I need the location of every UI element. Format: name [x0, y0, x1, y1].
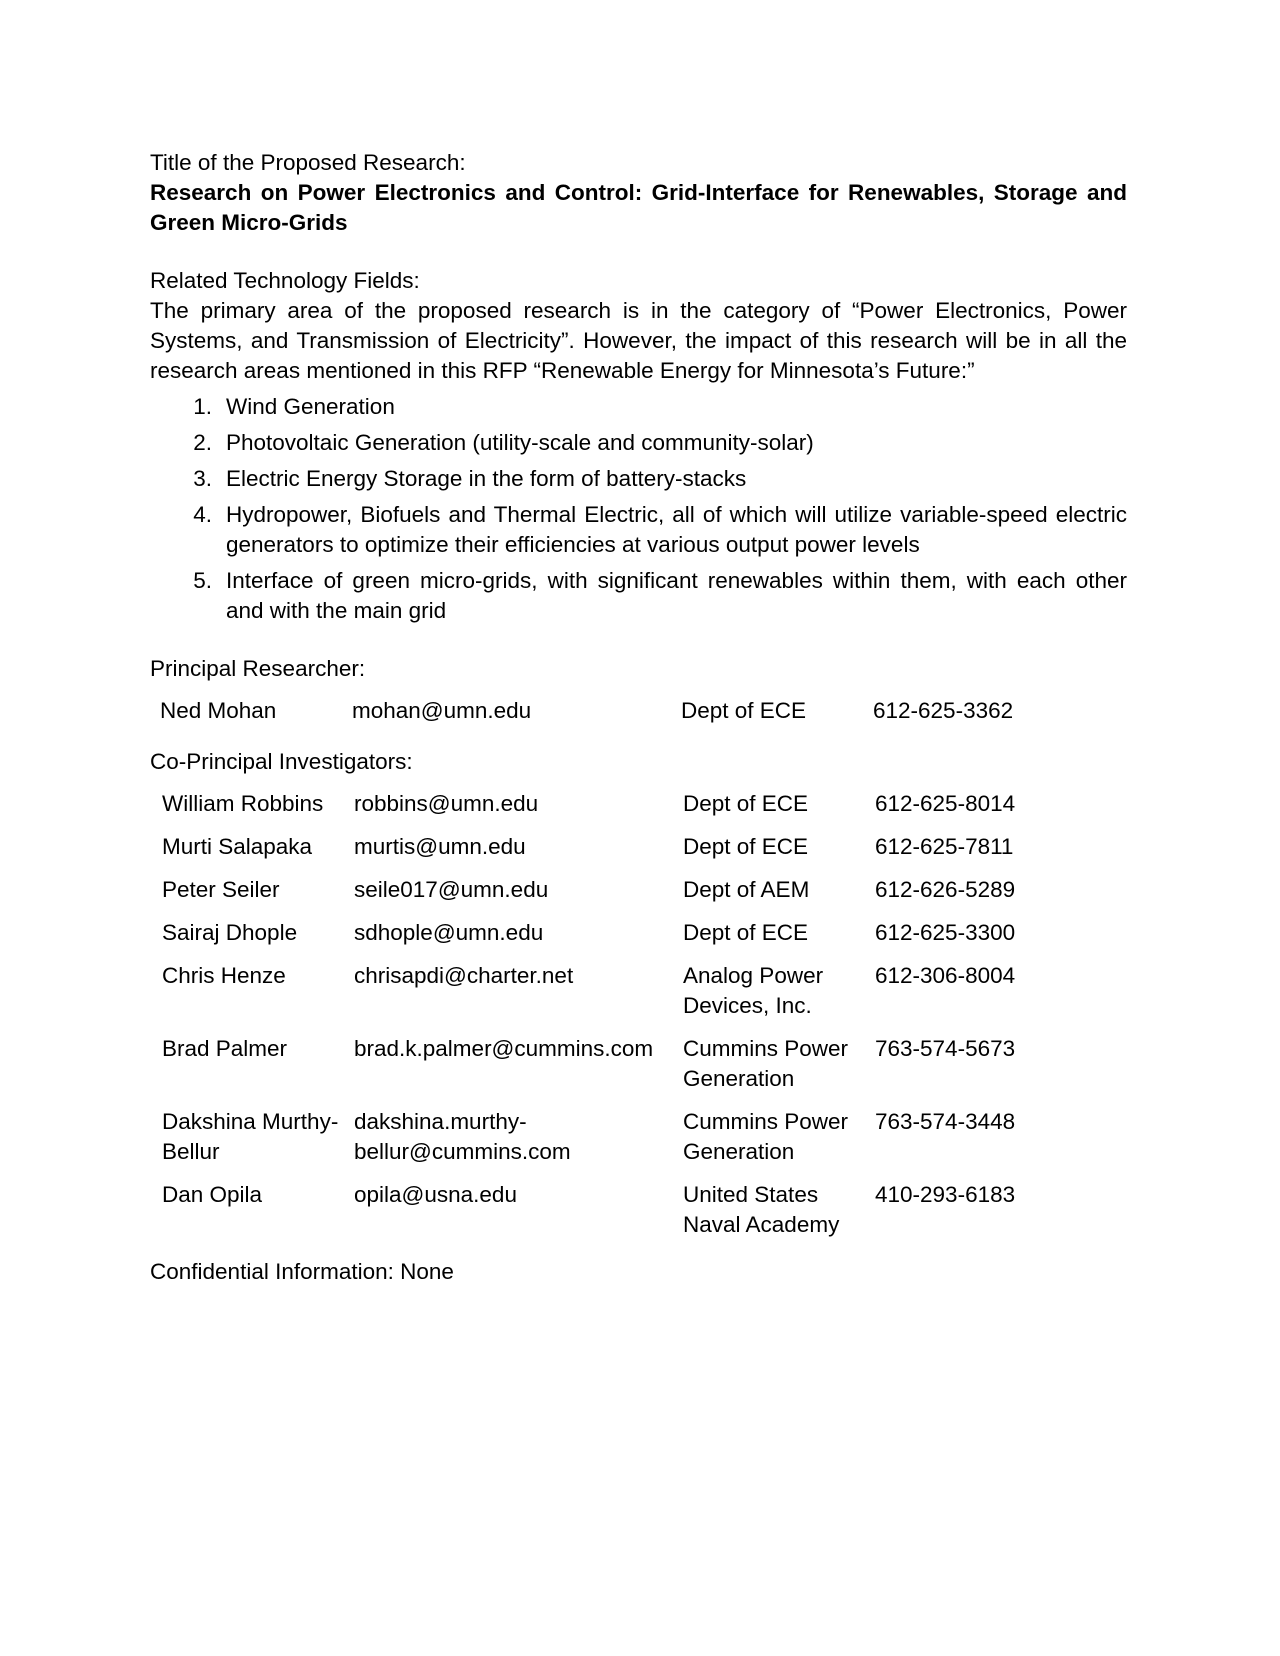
co-principals-label: Co-Principal Investigators: — [150, 749, 413, 774]
investigator-name: William Robbins — [162, 791, 324, 816]
list-item-number: 4. — [193, 502, 212, 527]
list-item-text: Hydropower, Biofuels and Thermal Electric, all of which will utilize variable-speed electric generators to optimize their efficiencies at various output power levels — [226, 502, 1127, 557]
list-item — [150, 392, 1127, 422]
principal-label: Principal Researcher: — [150, 656, 366, 681]
list-item-text: Wind Generation — [226, 394, 395, 419]
investigator-email: seile017@umn.edu — [354, 877, 549, 902]
spacer — [150, 733, 1127, 747]
list-item-text: Interface of green micro-grids, with significant renewables within them, with each other and with the main grid — [226, 568, 1127, 623]
investigator-phone: 612-626-5289 — [875, 877, 1016, 902]
investigator-dept: Dept of AEM — [683, 877, 810, 902]
researcher-phone: 612-625-3362 — [873, 698, 1014, 723]
co-principals-table — [150, 783, 1015, 1247]
investigator-email: murtis@umn.edu — [354, 834, 526, 859]
table-row — [150, 955, 1015, 1028]
investigator-phone: 612-625-8014 — [875, 791, 1016, 816]
fields-label: Related Technology Fields: — [150, 268, 420, 293]
investigator-email: opila@usna.edu — [354, 1182, 517, 1207]
investigator-name: Dan Opila — [162, 1182, 263, 1207]
investigator-email: brad.k.palmer@cummins.com — [354, 1036, 654, 1061]
investigator-phone: 763-574-5673 — [875, 1036, 1016, 1061]
table-row — [150, 783, 1015, 826]
spacer — [150, 238, 1127, 266]
investigator-dept: Cummins Power Generation — [683, 1109, 849, 1164]
investigator-name: Sairaj Dhople — [162, 920, 298, 945]
table-row — [150, 1174, 1015, 1247]
document-page — [150, 148, 1127, 1287]
investigator-phone: 612-306-8004 — [875, 963, 1016, 988]
investigator-email: sdhople@umn.edu — [354, 920, 544, 945]
investigator-name: Brad Palmer — [162, 1036, 288, 1061]
investigator-dept: United States Naval Academy — [683, 1182, 840, 1237]
spacer — [150, 626, 1127, 654]
table-row — [150, 869, 1015, 912]
investigator-dept: Dept of ECE — [683, 920, 809, 945]
confidential-info: Confidential Information: None — [150, 1259, 454, 1284]
investigator-email: robbins@umn.edu — [354, 791, 539, 816]
investigator-phone: 410-293-6183 — [875, 1182, 1016, 1207]
investigator-phone: 763-574-3448 — [875, 1109, 1016, 1134]
investigator-name: Murti Salapaka — [162, 834, 313, 859]
fields-list — [150, 392, 1127, 626]
principal-table — [150, 690, 1013, 733]
investigator-name: Chris Henze — [162, 963, 286, 988]
investigator-name: Dakshina Murthy-Bellur — [162, 1109, 339, 1164]
table-row — [150, 912, 1015, 955]
investigator-dept: Analog Power Devices, Inc. — [683, 963, 824, 1018]
list-item-number: 5. — [193, 568, 212, 593]
title-label: Title of the Proposed Research: — [150, 150, 466, 175]
list-item-text: Electric Energy Storage in the form of battery-stacks — [226, 466, 747, 491]
fields-intro: The primary area of the proposed research is in the category of “Power Electronics, Power Systems, and Transmission of Electricity”. However, the impact of this research will be in all the research areas mentioned in this RFP “Renewable Energy for Minnesota’s Future:” — [150, 298, 1127, 383]
list-item-number: 3. — [193, 466, 212, 491]
list-item — [150, 500, 1127, 560]
investigator-name: Peter Seiler — [162, 877, 280, 902]
researcher-dept: Dept of ECE — [681, 698, 807, 723]
researcher-name: Ned Mohan — [160, 698, 277, 723]
table-row — [150, 1101, 1015, 1174]
investigator-dept: Cummins Power Generation — [683, 1036, 849, 1091]
list-item-number: 2. — [193, 430, 212, 455]
investigator-phone: 612-625-3300 — [875, 920, 1016, 945]
researcher-email: mohan@umn.edu — [352, 698, 532, 723]
investigator-dept: Dept of ECE — [683, 834, 809, 859]
list-item — [150, 428, 1127, 458]
investigator-email: dakshina.murthy-bellur@cummins.com — [354, 1109, 571, 1164]
research-title: Research on Power Electronics and Control: Grid-Interface for Renewables, Storage and Green Micro-Grids — [150, 180, 1127, 235]
list-item — [150, 566, 1127, 626]
table-row — [150, 690, 1013, 733]
list-item — [150, 464, 1127, 494]
investigator-phone: 612-625-7811 — [875, 834, 1014, 859]
investigator-dept: Dept of ECE — [683, 791, 809, 816]
investigator-email: chrisapdi@charter.net — [354, 963, 574, 988]
table-row — [150, 826, 1015, 869]
list-item-number: 1. — [193, 394, 212, 419]
list-item-text: Photovoltaic Generation (utility-scale and community-solar) — [226, 430, 814, 455]
table-row — [150, 1028, 1015, 1101]
